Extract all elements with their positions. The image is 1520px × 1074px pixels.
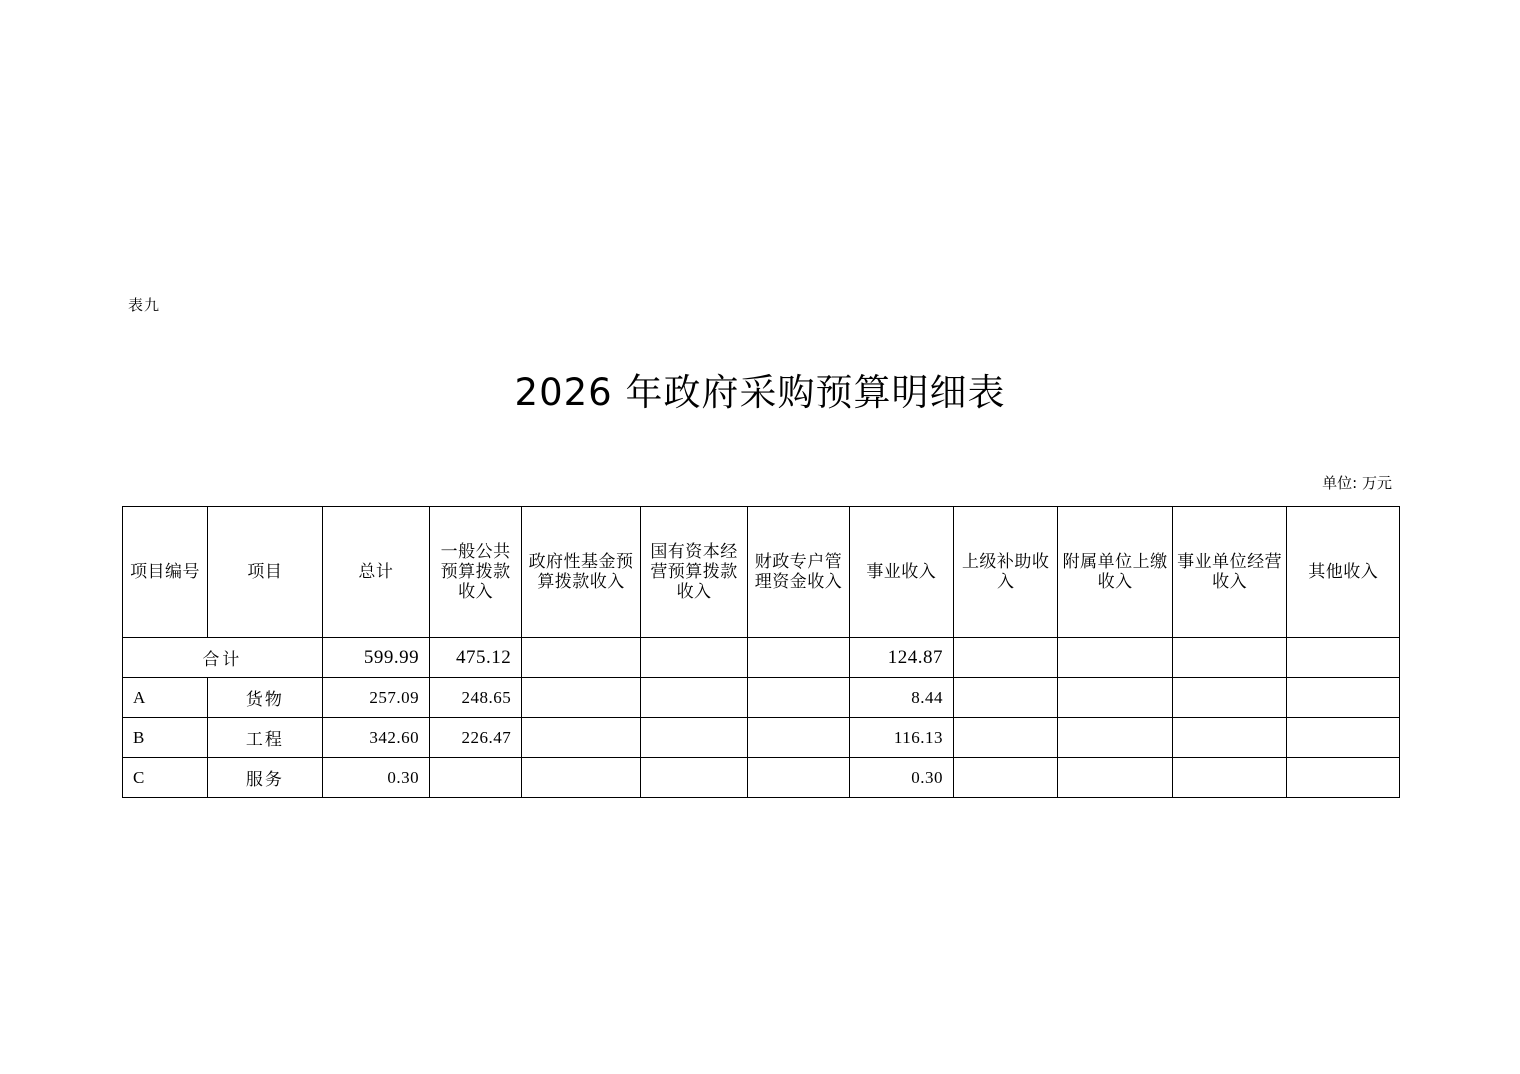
total-row-total: 599.99 — [322, 638, 429, 678]
total-row-label: 合计 — [123, 638, 323, 678]
row-superior-subsidy — [954, 678, 1058, 718]
row-fiscal-account — [748, 718, 849, 758]
row-code: B — [123, 718, 208, 758]
column-header-total: 总计 — [322, 507, 429, 638]
row-code: A — [123, 678, 208, 718]
column-header-project-code: 项目编号 — [123, 507, 208, 638]
table-row-total — [123, 638, 1400, 678]
row-fiscal-account — [748, 758, 849, 798]
row-name: 货物 — [208, 678, 323, 718]
row-total: 0.30 — [322, 758, 429, 798]
column-header-superior-subsidy-income: 上级补助收入 — [954, 507, 1058, 638]
row-general-public: 226.47 — [430, 718, 522, 758]
row-affiliated-paid — [1058, 718, 1173, 758]
row-gov-fund — [522, 718, 641, 758]
row-superior-subsidy — [954, 718, 1058, 758]
row-gov-fund — [522, 758, 641, 798]
row-business-income: 0.30 — [849, 758, 953, 798]
total-row-fiscal-account — [748, 638, 849, 678]
row-state-capital — [640, 678, 747, 718]
total-row-gov-fund — [522, 638, 641, 678]
row-total: 257.09 — [322, 678, 429, 718]
row-business-operating — [1172, 758, 1287, 798]
column-header-affiliated-unit-payment: 附属单位上缴收入 — [1058, 507, 1173, 638]
row-state-capital — [640, 758, 747, 798]
row-business-operating — [1172, 678, 1287, 718]
procurement-budget-table — [122, 506, 1400, 798]
row-general-public: 248.65 — [430, 678, 522, 718]
column-header-business-income: 事业收入 — [849, 507, 953, 638]
row-superior-subsidy — [954, 758, 1058, 798]
row-business-operating — [1172, 718, 1287, 758]
column-header-business-unit-operating-income: 事业单位经营收入 — [1172, 507, 1287, 638]
total-row-superior-subsidy — [954, 638, 1058, 678]
total-row-general-public: 475.12 — [430, 638, 522, 678]
column-header-gov-fund-budget: 政府性基金预算拨款收入 — [522, 507, 641, 638]
row-state-capital — [640, 718, 747, 758]
row-other-income — [1287, 678, 1400, 718]
row-affiliated-paid — [1058, 678, 1173, 718]
column-header-general-public-budget: 一般公共预算拨款收入 — [430, 507, 522, 638]
unit-note: 单位: 万元 — [1322, 474, 1392, 492]
total-row-state-capital — [640, 638, 747, 678]
total-row-business-operating — [1172, 638, 1287, 678]
row-other-income — [1287, 718, 1400, 758]
total-row-affiliated-paid — [1058, 638, 1173, 678]
column-header-project: 项目 — [208, 507, 323, 638]
page-title: 2026 年政府采购预算明细表 — [514, 371, 1006, 414]
row-name: 工程 — [208, 718, 323, 758]
table-row — [123, 718, 1400, 758]
sheet-label: 表九 — [128, 296, 161, 314]
table-row — [123, 758, 1400, 798]
row-business-income: 8.44 — [849, 678, 953, 718]
row-total: 342.60 — [322, 718, 429, 758]
row-fiscal-account — [748, 678, 849, 718]
row-other-income — [1287, 758, 1400, 798]
row-name: 服务 — [208, 758, 323, 798]
row-general-public — [430, 758, 522, 798]
table-row — [123, 678, 1400, 718]
total-row-other-income — [1287, 638, 1400, 678]
row-gov-fund — [522, 678, 641, 718]
table-header-row — [123, 507, 1400, 638]
column-header-other-income: 其他收入 — [1287, 507, 1400, 638]
total-row-business-income: 124.87 — [849, 638, 953, 678]
column-header-state-capital-budget: 国有资本经营预算拨款收入 — [640, 507, 747, 638]
row-business-income: 116.13 — [849, 718, 953, 758]
row-affiliated-paid — [1058, 758, 1173, 798]
row-code: C — [123, 758, 208, 798]
column-header-fiscal-account-funds: 财政专户管理资金收入 — [748, 507, 849, 638]
